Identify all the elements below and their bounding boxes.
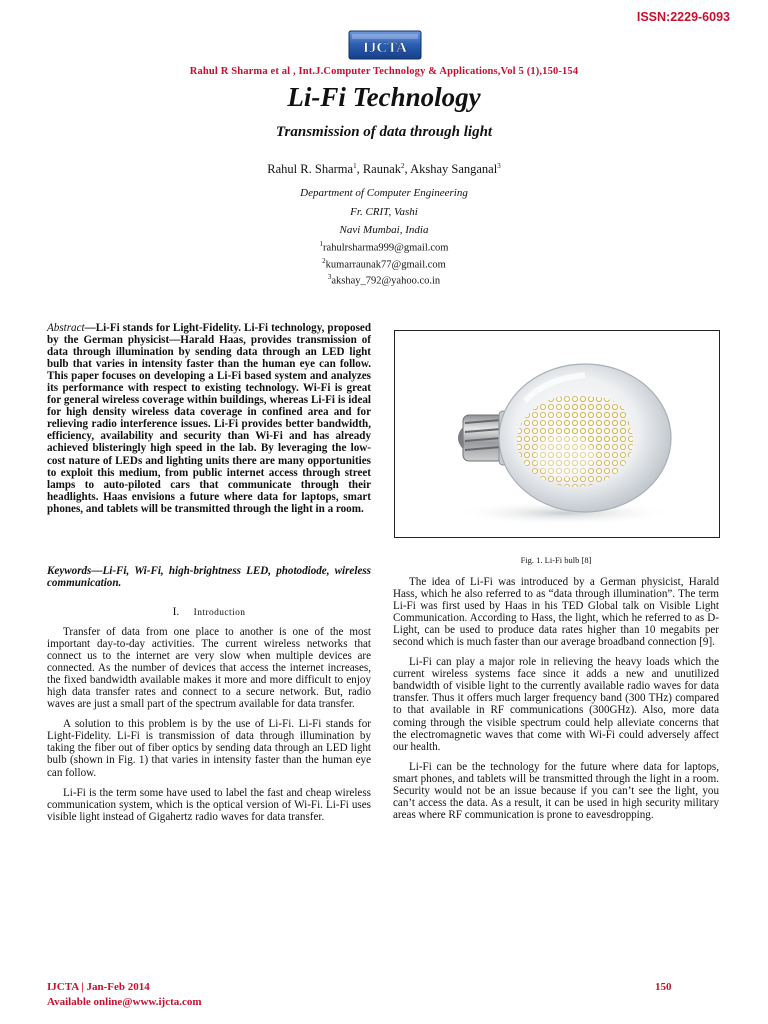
section-number: I. bbox=[172, 606, 180, 618]
paragraph: Li-Fi can be the technology for the future where data for laptops, smart phones, and tablets will be transmitted through the light in a room. Security would not be an issue because if you can’t see the light, you can’t access the data. As a result, it can be used in high security military areas where RF communication is prone to eavesdropping. bbox=[393, 760, 719, 821]
paper-subtitle: Transmission of data through light bbox=[275, 124, 493, 140]
abstract bbox=[47, 322, 371, 515]
section-heading bbox=[47, 606, 371, 618]
author-list: Rahul R. Sharma$^1$, Raunak$^2$, Akshay Sanganal$^3$ bbox=[267, 162, 501, 177]
email-mark: 3 bbox=[327, 273, 332, 281]
footer-journal bbox=[47, 980, 202, 1010]
issn-number: ISSN:2229-6093 bbox=[636, 10, 730, 24]
footer-issue: IJCTA | Jan-Feb 2014 bbox=[47, 981, 150, 993]
logo-text: IJCTA bbox=[363, 40, 407, 56]
author-name: Rahul R. Sharma bbox=[267, 162, 354, 177]
email-address[interactable]: akshay_792@yahoo.co.in bbox=[331, 275, 441, 287]
paragraph: The idea of Li-Fi was introduced by a German physicist, Harald Hass, which he also referred to as “data through illumination”. The term Li-Fi was first used by Haas in his TED Global talk on Visible Light Communication. According to Hass, the light, which he referred to as D-Light, can be used to produce data rates higher than 10 megabits per second which is much faster than our average broadband connection [9]. bbox=[393, 576, 719, 649]
affiliation-line: Fr. CRIT, Vashi bbox=[350, 206, 418, 218]
email-address[interactable]: kumarraunak77@gmail.com bbox=[325, 259, 446, 271]
footer-online[interactable]: Available online@www.ijcta.com bbox=[47, 996, 202, 1008]
email-mark: 2 bbox=[322, 257, 326, 265]
page-number: 150 bbox=[655, 981, 672, 993]
keywords: Keywords—Li-Fi, Wi-Fi, high-brightness LED, photodiode, wireless communication. bbox=[47, 565, 371, 590]
intro-body-right bbox=[393, 576, 719, 829]
affiliation-line: Department of Computer Engineering bbox=[300, 187, 468, 199]
section-title: Introduction bbox=[193, 608, 246, 618]
email-line bbox=[0, 273, 768, 287]
author-name: Raunak bbox=[362, 162, 401, 177]
led-bulb-image bbox=[395, 331, 719, 537]
paragraph: Li-Fi can play a major role in relieving the heavy loads which the current wireless systems face since it adds a new and unutilized bandwidth of visible light to the currently available radio waves for data transfer. Thus it offers much larger frequency band (300 THz) compared to that available in RF communications (300GHz). Also, more data coming through the visible spectrum could help alleviate concerns that the electromagnetic waves that come with Wi-Fi could adversely affect our health. bbox=[393, 656, 719, 753]
abstract-text: —Li-Fi stands for Light-Fidelity. Li-Fi technology, proposed by the German physicist—Harald Haas, provides transmission of data through illumination by sending data through an LED light bulb that varies in intensity faster than the human eye can follow. This paper focuses on developing a Li-Fi based system and analyzes its performance with respect to existing technology. Wi-Fi is great for general wireless coverage within buildings, whereas Li-Fi is ideal for high density wireless data coverage in confined area and for relieving radio interference issues. Li-Fi provides better bandwidth, efficiency, availability and security than Wi-Fi and has already achieved blisteringly high speed in the lab. By leveraging the low-cost nature of LEDs and lighting units there are many opportunities to exploit this medium, from public internet access through street lamps to auto-piloted cars that communicate through their headlights. Haas envisions a future where data for laptops, smart phones, and tablets will be transmitted through the light in a room. bbox=[47, 322, 371, 515]
paragraph: Transfer of data from one place to another is one of the most important day-to-day activities. The current wireless networks that connect us to the internet are very slow when multiple devices are connected. As the number of devices that access the internet increases, the fixed bandwidth available makes it more and more difficult to enjoy high data transfer rates and connect to a secure network. But, radio waves are just a small part of the spectrum available for data transfer. bbox=[47, 626, 371, 711]
author-mark: 1 bbox=[353, 162, 357, 170]
paragraph: A solution to this problem is by the use of Li-Fi. Li-Fi stands for Light-Fidelity. Li-Fi is transmission of data through illumination by taking the fiber out of fiber optics by sending data through an LED light bulb (shown in Fig. 1) that varies in intensity faster than the human eye can follow. bbox=[47, 718, 371, 779]
email-line bbox=[0, 240, 768, 254]
journal-logo bbox=[348, 28, 422, 62]
paragraph: Li-Fi is the term some have used to label the fast and cheap wireless communication system, which is the optical version of Wi-Fi. Li-Fi uses visible light instead of Gigahertz radio waves for data transfer. bbox=[47, 786, 371, 823]
email-address[interactable]: rahulrsharma999@gmail.com bbox=[323, 242, 449, 254]
abstract-label: Abstract bbox=[47, 322, 85, 334]
figure-frame bbox=[394, 330, 720, 538]
intro-body-left bbox=[47, 626, 371, 831]
running-head: Rahul R Sharma et al , Int.J.Computer Technology & Applications,Vol 5 (1),150-154 bbox=[189, 66, 579, 77]
author-mark: 3 bbox=[497, 162, 501, 170]
author-mark: 2 bbox=[401, 162, 405, 170]
author-name: Akshay Sanganal bbox=[410, 162, 498, 177]
paper-title: Li-Fi Technology bbox=[287, 82, 481, 112]
email-mark: 1 bbox=[319, 240, 324, 248]
figure-caption: Fig. 1. Li-Fi bulb [8] bbox=[520, 555, 592, 565]
affiliation-line: Navi Mumbai, India bbox=[339, 224, 429, 236]
email-line bbox=[0, 257, 768, 271]
